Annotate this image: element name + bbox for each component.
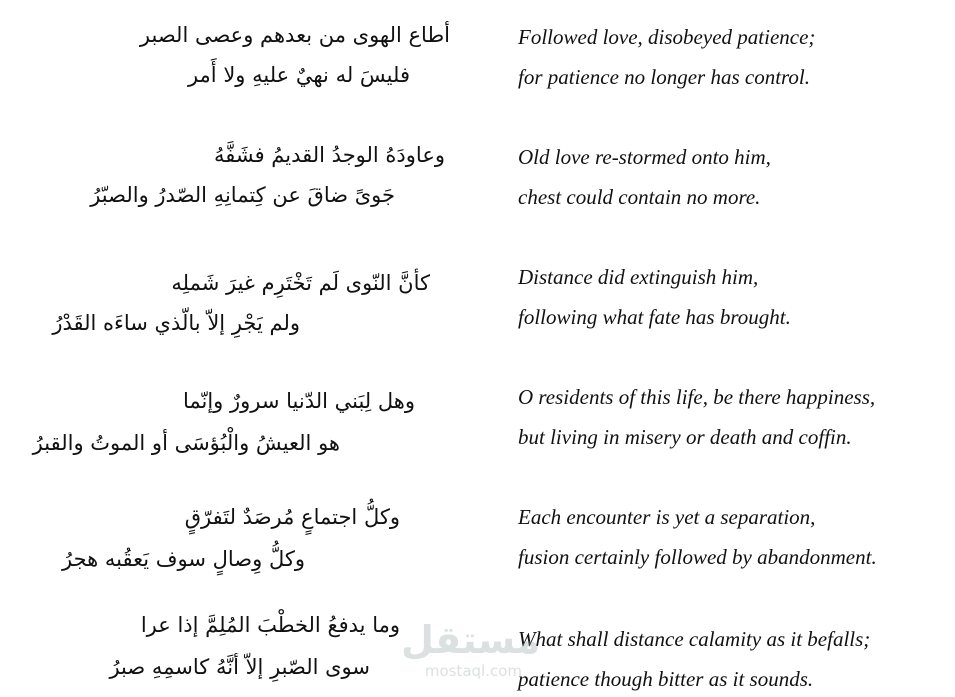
arabic-line-1: وعاودَهُ الوجدُ القديمُ فشَفَّهُ	[213, 143, 445, 167]
english-line-1: O residents of this life, be there happiness,	[518, 385, 876, 409]
watermark-arabic: مستقل	[401, 618, 540, 662]
arabic-line-2: سوى الصّبرِ إلاّ أنَّهُ كاسمِهِ صبرُ	[109, 655, 370, 679]
english-line-2: chest could contain no more.	[518, 185, 761, 209]
stanza-4	[0, 380, 955, 460]
english-line-1: Old love re-stormed onto him,	[518, 145, 771, 169]
english-line-1: Each encounter is yet a separation,	[518, 505, 816, 529]
english-line-1: Followed love, disobeyed patience;	[518, 25, 816, 49]
english-line-2: but living in misery or death and coffin.	[518, 425, 852, 449]
english-line-2: patience though bitter as it sounds.	[518, 667, 814, 691]
arabic-line-1: وهل لِبَني الدّنيا سرورٌ وإنّما	[182, 389, 415, 413]
stanza-1	[0, 20, 955, 100]
stanza-6	[0, 612, 955, 692]
arabic-line-2: هو العيشُ والْبُؤسَى أو الموتُ والقبرُ	[32, 431, 340, 455]
english-line-2: following what fate has brought.	[518, 305, 791, 329]
arabic-line-2: جَوىً ضاقَ عن كِتمانِهِ الصّدرُ والصبّرُ	[90, 183, 395, 207]
arabic-line-2: وكلُّ وِصالٍ سوف يَعقُبه هجرُ	[62, 547, 305, 571]
arabic-line-1: وما يدفعُ الخطْبَ المُلِمَّ إذا عرا	[140, 613, 400, 637]
arabic-line-1: أطاع الهوى من بعدهم وعصى الصبر	[139, 23, 450, 47]
english-line-1: Distance did extinguish him,	[518, 265, 759, 289]
english-line-2: for patience no longer has control.	[518, 65, 811, 89]
stanza-2	[0, 140, 955, 220]
arabic-line-1: كأنَّ النّوى لَم تَخْتَرِم غيرَ شَملِه	[171, 271, 430, 295]
arabic-line-2: فليسَ له نهيٌ عليهِ ولا أَمر	[187, 63, 410, 87]
english-line-2: fusion certainly followed by abandonment.	[518, 545, 877, 569]
stanza-5	[0, 500, 955, 580]
arabic-line-1: وكلُّ اجتماعٍ مُرصَدٌ لتَفرّقٍ	[184, 505, 400, 529]
arabic-line-2: ولم يَجْرِ إلاّ بالّذي ساءَه القَدْرُ	[52, 311, 300, 335]
english-line-1: What shall distance calamity as it befalls;	[518, 627, 871, 651]
stanza-3	[0, 260, 955, 340]
watermark-latin: mostaql.com	[424, 662, 522, 680]
